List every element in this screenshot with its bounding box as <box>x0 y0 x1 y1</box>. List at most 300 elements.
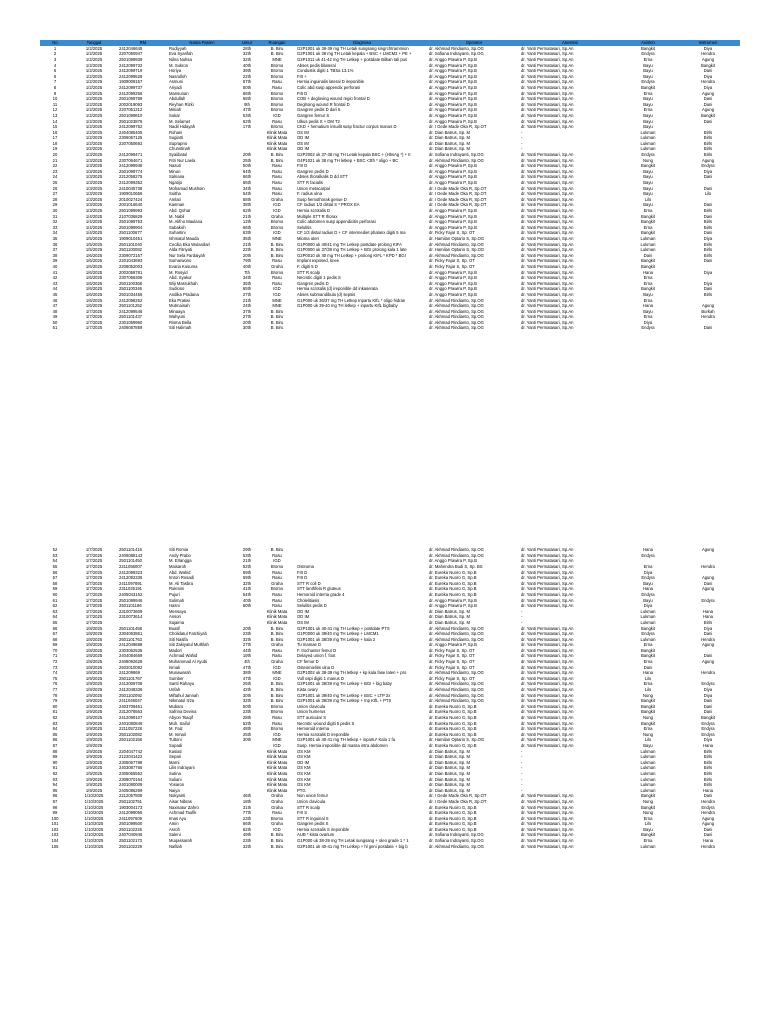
cell-ruangan: B. Biru <box>270 547 284 553</box>
cell-anestesi: dr. Yanti Permatasari, Sp.An <box>521 720 574 726</box>
cell-anestesi: - <box>521 787 523 793</box>
cell-asisten: Diya <box>643 569 653 575</box>
cell-nama-pasien: Nikmatul Izza <box>169 698 195 704</box>
cell-anestesi: dr. Yanti Permatasari, Sp.An <box>521 258 574 264</box>
cell-nama-pasien: Separi <box>169 754 182 760</box>
cell-umur: 34th <box>242 275 252 281</box>
cell-nama-pasien: Yosaron <box>169 782 185 788</box>
cell-rm: 2501099753 <box>119 219 143 225</box>
cell-nama-pasien: Hasni <box>169 603 180 609</box>
cell-operator: dr. I Gede Made Oka R, Sp.OT <box>429 798 487 804</box>
cell-ruangan: B. Biru <box>270 247 284 253</box>
cell-operator: dr. Anggo Prawira P, Sp.B <box>429 101 477 107</box>
cell-diagnosa <box>296 325 428 331</box>
cell-nama-pasien: Asroh <box>169 826 180 832</box>
cell-rm: 2002019093 <box>119 101 143 107</box>
cell-anestesi: - <box>521 614 523 620</box>
cell-diagnosa: STT R inguinal S <box>297 815 329 821</box>
cell-nama-pasien: Amlati <box>169 196 181 202</box>
cell-umur: 66th <box>242 821 252 827</box>
cell-anestesi: - <box>521 140 523 146</box>
cell-rm: 2501100346 <box>119 286 142 292</box>
cell-tanggal: 1/10/2025 <box>84 826 104 832</box>
cell-instrumen: Dani <box>703 118 713 124</box>
cell-rm: 1909010451 <box>119 235 143 241</box>
cell-rm: 2405086299 <box>119 787 143 793</box>
cell-operator: dr. Anggo Prawira P, Sp.B <box>429 286 477 292</box>
cell-umur: 66th <box>242 90 252 96</box>
cell-no: 90 <box>52 759 58 765</box>
cell-ruangan: B. Biru <box>270 45 284 51</box>
cell-diagnosa: CKD + hematium insuilit susp fractur corpus manus D <box>297 124 397 130</box>
cell-ruangan: MNE <box>272 297 282 303</box>
cell-anestesi: dr. Yanti Permatasari, Sp.An <box>521 319 574 325</box>
cell-umur: 28th <box>242 45 252 51</box>
cell-operator: dr. Anggo Prawira P, Sp.B <box>429 597 477 603</box>
cell-no: 4 <box>53 62 57 68</box>
cell-diagnosa: OS KM <box>297 782 311 788</box>
cell-tanggal: 1/9/2025 <box>85 737 103 743</box>
cell-asisten: Dani <box>643 664 653 670</box>
cell-tanggal: 1/9/2025 <box>85 759 103 765</box>
cell-rm: 2303062535 <box>119 647 143 653</box>
cell-diagnosa: Hernia scrotalis D <box>297 208 331 213</box>
cell-asisten: Bayu <box>643 191 653 197</box>
cell-umur: 50th <box>242 84 252 90</box>
cell-tanggal: 1/7/2025 <box>85 308 103 314</box>
cell-anestesi: dr. Yanti Permatasari, Sp.An <box>521 291 574 297</box>
cell-instrumen: Diya <box>703 692 713 698</box>
cell-diagnosa: G1P0000 uk 40/41 mg TH Letkep postdate prolong KIFA <box>297 241 402 247</box>
cell-operator: dr. Ficky Fajar S, Sp. OT <box>429 647 475 653</box>
cell-anestesi: dr. Yanti Permatasari, Sp.An <box>521 230 574 236</box>
cell-no: 15 <box>52 124 58 130</box>
cell-diagnosa: Union clavicula <box>297 703 326 709</box>
cell-no: 51 <box>52 325 58 331</box>
cell-rm: 2406087859 <box>119 325 143 331</box>
cell-anestesi: dr. Yanti Permatasari, Sp.An <box>521 843 574 849</box>
cell-nama-pasien: Minun <box>169 168 181 174</box>
cell-operator: dr. Eureka Nuoro G, Sp.B <box>429 703 477 709</box>
cell-umur: 40th <box>242 597 252 603</box>
cell-operator: dr. Dian Batrus, Sp. M <box>429 770 470 776</box>
cell-rm: 2412099719 <box>119 68 143 74</box>
cell-asisten: Erna <box>643 563 653 569</box>
cell-umur: 23th <box>242 815 252 821</box>
cell-tanggal: 1/2/2025 <box>85 45 103 51</box>
cell-ruangan: Rasu <box>272 653 282 659</box>
cell-nama-pasien: Eka Pratiwi <box>169 297 190 303</box>
cell-diagnosa: Implant exposed, knee <box>297 258 340 264</box>
cell-operator: dr. Anggo Prawira P, Sp.B <box>429 180 477 186</box>
cell-rm: 2501101450 <box>119 558 142 564</box>
cell-ruangan: Rasu <box>272 168 282 174</box>
cell-tanggal: 1/9/2025 <box>85 675 103 681</box>
cell-anestesi: dr. Yanti Permatasari, Sp.An <box>521 804 574 810</box>
cell-diagnosa: Hemoroid interna grade 4 <box>297 591 345 597</box>
cell-instrumen: Dani <box>703 653 713 659</box>
cell-umur: 50th <box>242 703 252 709</box>
cell-ruangan: Klinik Mata <box>266 135 288 141</box>
cell-umur: 44th <box>242 647 252 653</box>
cell-no: 16 <box>52 129 58 135</box>
cell-anestesi: dr. Yanti Permatasari, Sp.An <box>521 647 574 653</box>
cell-diagnosa: Union clavicula <box>297 798 326 804</box>
cell-ruangan: Bromo <box>270 219 284 225</box>
cell-asisten: Bangkit <box>641 230 655 236</box>
cell-tanggal: 1/9/2025 <box>85 787 103 793</box>
cell-nama-pasien: Misiah <box>169 107 182 113</box>
cell-ruangan: Rasu <box>272 191 282 197</box>
cell-anestesi: - <box>521 129 523 135</box>
cell-tanggal: 1/2/2025 <box>85 129 103 135</box>
cell-anestesi: dr. Yanti Permatasari, Sp.An <box>521 263 574 269</box>
cell-tanggal: 1/7/2025 <box>85 325 103 331</box>
cell-asisten: Lukman <box>640 759 656 765</box>
cell-tanggal: 1/4/2025 <box>85 213 103 219</box>
cell-umur: 52th <box>242 720 252 726</box>
cell-anestesi: dr. Yanti Permatasari, Sp.An <box>521 821 574 827</box>
cell-no: 85 <box>52 731 58 737</box>
cell-umur: 65th <box>242 286 252 292</box>
cell-no: 10 <box>52 96 58 102</box>
cell-tanggal: 1/5/2025 <box>85 241 103 247</box>
cell-diagnosa: Kista ovary <box>297 687 318 693</box>
cell-diagnosa: G2P1001 uk 40-41 mg TH Letkep + postdate PTS <box>297 625 390 631</box>
cell-asisten: Lukman <box>640 770 656 776</box>
cell-tanggal: 1/2/2025 <box>85 140 103 146</box>
cell-ruangan: Rasu <box>272 569 282 575</box>
cell-nama-pasien: Madori <box>169 647 182 653</box>
cell-anestesi: - <box>521 770 523 776</box>
cell-operator: dr. Anggo Prawira P, Sp.B <box>429 275 477 281</box>
cell-operator: dr. Hamilan Optario S, Sp.OG <box>429 737 485 743</box>
cell-operator: dr. Anggo Prawira P, Sp.B <box>429 62 477 68</box>
cell-no: 87 <box>52 742 58 748</box>
cell-anestesi: - <box>521 748 523 754</box>
cell-diagnosa: F. digiti 5 D <box>297 263 318 269</box>
cell-umur: 25th <box>242 731 252 737</box>
cell-no: 79 <box>52 698 58 704</box>
cell-diagnosa: Deglroing wound R frontal D <box>297 101 350 107</box>
cell-asisten: Bangkit <box>641 263 655 269</box>
cell-nama-pasien: Nafilah <box>169 843 183 849</box>
cell-ruangan: Klinik Mata <box>266 748 288 754</box>
cell-tanggal: 1/2/2025 <box>85 124 103 130</box>
cell-instrumen: Diya <box>703 84 713 90</box>
cell-instrumen: Birls <box>703 140 713 146</box>
cell-anestesi: - <box>521 765 523 771</box>
cell-ruangan: Bromo <box>270 96 284 102</box>
cell-rm: 2207051312 <box>119 107 143 113</box>
cell-instrumen: Diya <box>703 280 713 286</box>
cell-tanggal: 1/10/2025 <box>84 838 104 844</box>
cell-ruangan: Klinik Mata <box>266 619 288 625</box>
cell-rm: 2412046645 <box>119 45 143 51</box>
cell-tanggal: 1/7/2025 <box>85 591 103 597</box>
cell-diagnosa: Tu mamae D <box>297 642 322 648</box>
cell-rm: 2107036829 <box>119 213 143 219</box>
cell-umur: 50th <box>242 163 252 169</box>
cell-ruangan: Rasu <box>272 591 282 597</box>
cell-umur: 24th <box>242 303 252 309</box>
cell-tanggal: 1/3/2025 <box>85 157 103 163</box>
cell-no: 29 <box>52 202 58 208</box>
cell-tanggal: 1/7/2025 <box>85 319 103 325</box>
cell-asisten: Bangkit <box>641 720 655 726</box>
cell-operator: dr. Akhmad Rindianto, Sp.OG <box>429 547 484 553</box>
cell-rm: 2502010092 <box>119 664 143 670</box>
cell-tanggal: 1/7/2025 <box>85 586 103 592</box>
cell-no: 63 <box>52 608 58 614</box>
cell-anestesi: dr. Yanti Permatasari, Sp.An <box>521 552 574 558</box>
cell-instrumen: Hendra <box>701 563 715 569</box>
cell-instrumen: Hana <box>702 838 713 844</box>
cell-operator: dr. Eureka Nuoro G, Sp.B <box>429 726 477 732</box>
cell-asisten: Bangkit <box>641 219 655 225</box>
cell-ruangan: Graha <box>271 659 283 665</box>
column-header-rm: RM <box>118 40 168 46</box>
cell-nama-pasien: Mensaya <box>169 608 186 614</box>
column-header-umur: Umur <box>236 40 258 46</box>
cell-diagnosa: Osteoma <box>297 563 314 569</box>
cell-asisten: Bangkit <box>641 45 655 51</box>
cell-no: 89 <box>52 754 58 760</box>
cell-instrumen: Dani <box>703 580 713 586</box>
cell-asisten: Bayu <box>643 742 653 748</box>
cell-instrumen: Dani <box>703 286 713 292</box>
cell-nama-pasien: Nasuri <box>169 163 182 169</box>
cell-instrumen: Birls <box>703 146 713 152</box>
cell-nama-pasien: Syaiibatul <box>169 152 188 158</box>
cell-asisten: Endyra <box>641 631 655 637</box>
cell-umur: 32th <box>242 636 252 642</box>
cell-operator: dr. Eureka Nuoro G, Sp.B <box>429 826 477 832</box>
cell-nama-pasien: Fitri Nur Laela <box>169 157 196 163</box>
cell-asisten: Bangkit <box>641 625 655 631</box>
cell-ruangan: Klinik Mata <box>266 765 288 771</box>
cell-nama-pasien: M. Alifno Maulana <box>169 219 203 225</box>
cell-anestesi: dr. Yanti Permatasari, Sp.An <box>521 45 574 51</box>
cell-operator: dr. Hamilan Optario S, Sp.OG <box>429 235 485 241</box>
cell-ruangan: B. Biru <box>270 681 284 687</box>
cell-no: 99 <box>52 810 58 816</box>
cell-operator: dr. Sofiana Indrayanti, Sp.OG <box>429 832 484 838</box>
cell-tanggal: 1/8/2025 <box>85 625 103 631</box>
cell-asisten: Lukman <box>640 619 656 625</box>
cell-tanggal: 1/7/2025 <box>85 575 103 581</box>
cell-operator: dr. Anggo Prawira P, Sp.B <box>429 84 477 90</box>
cell-rm: 2412099323 <box>119 569 143 575</box>
cell-instrumen: Dani <box>703 826 713 832</box>
cell-instrumen: Dani <box>703 213 713 219</box>
cell-diagnosa: Susp. Hernia ireponible dd massa intra abdomen <box>297 742 388 748</box>
cell-anestesi: dr. Yanti Permatasari, Sp.An <box>521 580 574 586</box>
cell-anestesi: dr. Yanti Permatasari, Sp.An <box>521 731 574 737</box>
cell-tanggal: 1/9/2025 <box>85 742 103 748</box>
column-header-operator: Operator <box>428 40 520 46</box>
cell-diagnosa: Union metacarpal <box>297 185 330 191</box>
cell-asisten: Erna <box>643 726 653 732</box>
cell-rm: 2405043152 <box>119 591 143 597</box>
cell-nama-pasien: Wiji Masrukhah <box>169 280 198 286</box>
cell-anestesi: dr. Yanti Permatasari, Sp.An <box>521 241 574 247</box>
cell-anestesi: dr. Yanti Permatasari, Sp.An <box>521 191 574 197</box>
cell-nama-pasien: Achmad Wahid <box>169 653 198 659</box>
cell-nama-pasien: Santi Rahayu <box>169 681 195 687</box>
cell-instrumen: Agung <box>701 821 715 827</box>
cell-nama-pasien: Abd. Syakur <box>169 275 192 281</box>
cell-instrumen: Birls <box>703 247 713 253</box>
cell-anestesi: dr. Yanti Permatasari, Sp.An <box>521 670 574 676</box>
cell-anestesi: dr. Yanti Permatasari, Sp.An <box>521 826 574 832</box>
cell-rm: 2304063861 <box>119 631 143 637</box>
cell-tanggal: 1/10/2025 <box>84 843 104 849</box>
cell-no: 1 <box>53 45 57 51</box>
cell-asisten: Nung <box>642 692 653 698</box>
cell-nama-pasien: M. Erlangga <box>169 558 192 564</box>
cell-no: 3 <box>53 56 57 62</box>
cell-instrumen: Birls <box>703 208 713 213</box>
cell-umur: 32th <box>242 843 252 849</box>
cell-asisten: Lukman <box>640 787 656 793</box>
cell-umur: 46th <box>242 793 252 799</box>
cell-rm: 2010027424 <box>119 196 143 202</box>
cell-operator: dr. Anggo Prawira P, Sp.B <box>429 224 477 230</box>
cell-rm: 2501100368 <box>119 280 142 286</box>
cell-operator: dr. Dian Batrus, Sp. M <box>429 140 470 146</box>
cell-umur: 62th <box>242 826 252 832</box>
cell-umur: 25th <box>242 157 252 163</box>
cell-instrumen: Birls <box>703 765 713 771</box>
cell-ruangan: Rasu <box>272 79 282 85</box>
cell-operator: dr. Akhmad Rindianto, Sp.OG <box>429 314 484 320</box>
cell-diagnosa: Delayed union f. foot <box>297 653 336 659</box>
cell-anestesi: dr. Yanti Permatasari, Sp.An <box>521 124 574 130</box>
cell-operator: dr. Akhmad Rindianto, Sp.OG <box>429 670 484 676</box>
cell-asisten: Lukman <box>640 129 656 135</box>
cell-diagnosa: STT R facialis <box>297 180 323 186</box>
cell-diagnosa: STT R coli D <box>297 580 321 586</box>
cell-operator: dr. Anggo Prawira P, Sp.B <box>429 90 477 96</box>
cell-asisten: Lilo <box>644 196 652 202</box>
cell-anestesi: dr. Yanti Permatasari, Sp.An <box>521 793 574 799</box>
cell-no: 35 <box>52 235 58 241</box>
cell-ruangan: Klinik Mata <box>266 770 288 776</box>
cell-anestesi: dr. Yanti Permatasari, Sp.An <box>521 314 574 320</box>
cell-tanggal: 1/8/2025 <box>85 653 103 659</box>
cell-tanggal: 1/9/2025 <box>85 681 103 687</box>
cell-diagnosa: Hernia scrotalis D ireponible <box>297 731 350 737</box>
cell-asisten: Bayu <box>643 826 653 832</box>
cell-ruangan: B. Biru <box>270 308 284 314</box>
cell-nama-pasien: Ansori <box>169 614 181 620</box>
cell-ruangan: B. Biru <box>270 241 284 247</box>
cell-asisten: Lukman <box>640 140 656 146</box>
cell-diagnosa: Union humerus <box>297 709 326 715</box>
cell-no: 12 <box>52 107 58 113</box>
cell-ruangan: MNE <box>272 670 282 676</box>
cell-anestesi: dr. Yanti Permatasari, Sp.An <box>521 636 574 642</box>
cell-instrumen: Diya <box>703 45 713 51</box>
cell-ruangan: B. Biru <box>270 51 284 57</box>
cell-diagnosa: G2P0010 uk 40 mg TH Letkep + prolong KIFL * KPD * BGI <box>297 252 406 258</box>
cell-umur: 53th <box>242 552 252 558</box>
cell-tanggal: 1/8/2025 <box>85 664 103 670</box>
cell-diagnosa: OS IM <box>297 140 309 146</box>
cell-anestesi: dr. Yanti Permatasari, Sp.An <box>521 297 574 303</box>
cell-operator: dr. Akhmad Rindianto, Sp.OG <box>429 308 484 314</box>
cell-asisten: Lukman <box>640 843 656 849</box>
cell-ruangan: Graha <box>271 642 283 648</box>
cell-diagnosa: Gangren pedis S <box>297 821 329 827</box>
cell-tanggal: 1/6/2025 <box>85 303 103 309</box>
cell-tanggal: 1/3/2025 <box>85 196 103 202</box>
cell-operator: dr. Ficky Fajar S, Sp. OT <box>429 653 475 659</box>
cell-umur: 59th <box>242 575 252 581</box>
cell-diagnosa: FIII S <box>297 810 308 816</box>
cell-umur: 22th <box>242 247 252 253</box>
cell-asisten: Diya <box>643 603 653 609</box>
cell-diagnosa: Osteomielitis ulna D <box>297 664 335 670</box>
cell-nama-pasien: M. Sukron <box>169 62 189 68</box>
cell-umur: 19th <box>242 653 252 659</box>
table-body <box>40 46 740 331</box>
cell-instrumen: Birls <box>703 782 713 788</box>
cell-diagnosa: Colic abdomen susp appendicitis perforasi <box>297 219 376 225</box>
cell-tanggal: 1/2/2025 <box>85 112 103 118</box>
cell-diagnosa: F. trochanter femur D <box>297 647 337 653</box>
cell-umur: 49th <box>242 832 252 838</box>
cell-no: 34 <box>52 230 58 236</box>
cell-no: 6 <box>53 73 57 79</box>
cell-diagnosa: FIII D <box>297 575 308 581</box>
cell-ruangan: Bromo <box>270 224 284 230</box>
cell-diagnosa: OD IM <box>297 614 310 620</box>
cell-tanggal: 1/7/2025 <box>85 558 103 564</box>
cell-instrumen: Birls <box>703 291 713 297</box>
cell-umur: 40th <box>242 263 252 269</box>
cell-operator: dr. Anggo Prawira P, Sp.B <box>429 219 477 225</box>
cell-diagnosa: Non union femur <box>297 793 328 799</box>
cell-operator: dr. Dian Batrus, Sp. M <box>429 129 470 135</box>
cell-no: 61 <box>52 597 58 603</box>
cell-diagnosa: Abses pedis bilateral <box>297 62 336 68</box>
cell-umur: 17th <box>242 124 252 130</box>
cell-nama-pasien: Munawarah <box>169 670 191 676</box>
cell-ruangan: Graha <box>271 213 283 219</box>
cell-rm: 2501101763 <box>119 636 142 642</box>
cell-nama-pasien: Abyon Tsaqif <box>169 715 193 720</box>
cell-nama-pasien: Abdullah <box>169 96 186 102</box>
cell-diagnosa: G2P2002 uk 37-38 mg TH Letak kepala BSC + (HbsAg *) + II <box>297 152 411 158</box>
cell-asisten: Bayu <box>643 96 653 102</box>
cell-no: 22 <box>52 163 58 169</box>
cell-asisten: Bayu <box>643 68 653 74</box>
cell-operator: dr. Ficky Fajar S, Sp. OT <box>429 659 475 665</box>
cell-diagnosa: G2P1001 uk 40-41 mg TH Letkep + hl geni postdate + big b <box>297 843 408 849</box>
cell-asisten: Bayu <box>643 291 653 297</box>
cell-no: 18 <box>52 140 58 146</box>
cell-instrumen: Dani <box>703 202 713 208</box>
cell-ruangan: B. Biru <box>270 838 284 844</box>
cell-umur: 25th <box>242 681 252 687</box>
cell-no: 42 <box>52 275 58 281</box>
cell-asisten: Erna <box>643 107 653 113</box>
cell-instrumen: Agung <box>701 815 715 821</box>
cell-umur: 35th <box>242 235 252 241</box>
cell-diagnosa: Colic abd susp appendix perforasi <box>297 84 361 90</box>
